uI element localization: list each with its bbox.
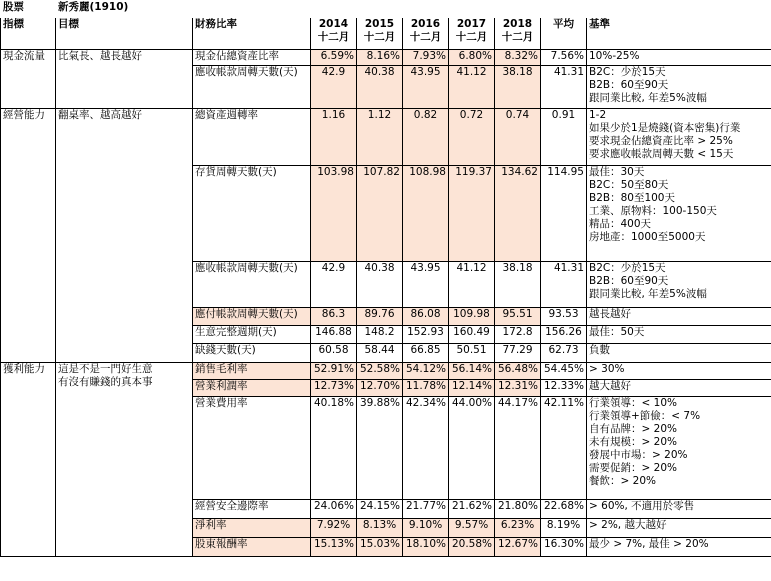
ratio-cell[interactable]: 應收帳款周轉天數(天) <box>193 66 311 109</box>
value-cell[interactable]: 41.12 <box>449 66 495 109</box>
indicator-cell[interactable]: 獲利能力 <box>1 363 56 557</box>
value-cell[interactable]: 40.38 <box>357 262 403 308</box>
value-cell[interactable]: 20.58% <box>449 538 495 557</box>
header-year[interactable]: 2016 十二月 <box>403 18 449 50</box>
avg-cell[interactable]: 0.91 <box>541 109 587 166</box>
header-year[interactable]: 2015 十二月 <box>357 18 403 50</box>
value-cell[interactable]: 56.48% <box>495 363 541 380</box>
value-cell[interactable]: 89.76 <box>357 308 403 326</box>
value-cell[interactable]: 103.98 <box>311 166 357 262</box>
comment-cell[interactable]: B2C：少於15天 B2B：60至90天 跟同業比較, 年差5%波幅 <box>587 262 771 308</box>
stock-name[interactable]: 新秀麗(1910) <box>58 1 129 13</box>
value-cell[interactable]: 9.57% <box>449 519 495 538</box>
value-cell[interactable]: 1.12 <box>357 109 403 166</box>
avg-cell[interactable]: 41.31 <box>541 262 587 308</box>
stock-label[interactable]: 股票 <box>3 1 24 13</box>
value-cell[interactable]: 12.67% <box>495 538 541 557</box>
value-cell[interactable]: 50.51 <box>449 344 495 363</box>
header-goal[interactable]: 目標 <box>56 18 193 50</box>
ratio-cell[interactable]: 銷售毛利率 <box>193 363 311 380</box>
ratio-cell[interactable]: 應收帳款周轉天數(天) <box>193 262 311 308</box>
value-cell[interactable]: 56.14% <box>449 363 495 380</box>
value-cell[interactable]: 152.93 <box>403 326 449 344</box>
value-cell[interactable]: 12.70% <box>357 380 403 397</box>
value-cell[interactable]: 6.23% <box>495 519 541 538</box>
value-cell[interactable]: 9.10% <box>403 519 449 538</box>
value-cell[interactable]: 44.00% <box>449 397 495 500</box>
value-cell[interactable]: 160.49 <box>449 326 495 344</box>
value-cell[interactable]: 52.58% <box>357 363 403 380</box>
table-row <box>1 109 771 166</box>
value-cell[interactable]: 86.3 <box>311 308 357 326</box>
value-cell[interactable]: 40.18% <box>311 397 357 500</box>
value-cell[interactable]: 52.91% <box>311 363 357 380</box>
table-row <box>1 50 771 66</box>
avg-cell[interactable]: 8.19% <box>541 519 587 538</box>
value-cell[interactable]: 12.14% <box>449 380 495 397</box>
value-cell[interactable]: 38.18 <box>495 262 541 308</box>
goal-cell[interactable]: 這是不是一門好生意 有沒有賺錢的真本事 <box>56 363 193 557</box>
goal-cell[interactable]: 翻桌率、越高越好 <box>56 109 193 363</box>
ratio-cell[interactable]: 存貨周轉天數(天) <box>193 166 311 262</box>
value-cell[interactable]: 54.12% <box>403 363 449 380</box>
comment-cell[interactable]: > 30% <box>587 363 771 380</box>
value-cell[interactable]: 43.95 <box>403 66 449 109</box>
ratio-cell[interactable]: 營業費用率 <box>193 397 311 500</box>
value-cell[interactable]: 21.77% <box>403 500 449 519</box>
value-cell[interactable]: 15.03% <box>357 538 403 557</box>
comment-cell[interactable]: 最少 > 7%, 最佳 > 20% <box>587 538 771 557</box>
value-cell[interactable]: 6.59% <box>311 50 357 66</box>
value-cell[interactable]: 0.82 <box>403 109 449 166</box>
value-cell[interactable]: 0.72 <box>449 109 495 166</box>
comment-cell[interactable]: 越長越好 <box>587 308 771 326</box>
header-year[interactable]: 2017 十二月 <box>449 18 495 50</box>
avg-cell[interactable]: 114.95 <box>541 166 587 262</box>
comment-cell[interactable]: 1-2 如果少於1是燒錢(資本密集)行業 要求現金佔總資產比率 > 25% 要求應收帳款周轉天數 < 15天 <box>587 109 771 166</box>
value-cell[interactable]: 66.85 <box>403 344 449 363</box>
value-cell[interactable]: 41.12 <box>449 262 495 308</box>
ratio-cell[interactable]: 股東報酬率 <box>193 538 311 557</box>
goal-cell[interactable]: 比氣長、越長越好 <box>56 50 193 109</box>
value-cell[interactable]: 109.98 <box>449 308 495 326</box>
value-cell[interactable]: 95.51 <box>495 308 541 326</box>
avg-cell[interactable]: 41.31 <box>541 66 587 109</box>
header-indicator[interactable]: 指標 <box>1 18 56 50</box>
value-cell[interactable]: 42.34% <box>403 397 449 500</box>
value-cell[interactable]: 21.62% <box>449 500 495 519</box>
value-cell[interactable]: 11.78% <box>403 380 449 397</box>
ratio-cell[interactable]: 生意完整週期(天) <box>193 326 311 344</box>
avg-cell[interactable]: 7.56% <box>541 50 587 66</box>
ratio-cell[interactable]: 營業利潤率 <box>193 380 311 397</box>
value-cell[interactable]: 8.13% <box>357 519 403 538</box>
comment-cell[interactable]: 負數 <box>587 344 771 363</box>
ratio-cell[interactable]: 總資產週轉率 <box>193 109 311 166</box>
avg-cell[interactable]: 54.45% <box>541 363 587 380</box>
value-cell[interactable]: 24.15% <box>357 500 403 519</box>
ratio-cell[interactable]: 應付帳款周轉天數(天) <box>193 308 311 326</box>
value-cell[interactable]: 8.16% <box>357 50 403 66</box>
comment-cell[interactable]: 10%-25% <box>587 50 771 66</box>
value-cell[interactable]: 44.17% <box>495 397 541 500</box>
value-cell[interactable]: 39.88% <box>357 397 403 500</box>
value-cell[interactable]: 77.29 <box>495 344 541 363</box>
header-year[interactable]: 2018 十二月 <box>495 18 541 50</box>
header-avg[interactable]: 平均 <box>541 18 587 50</box>
value-cell[interactable]: 12.31% <box>495 380 541 397</box>
value-cell[interactable]: 38.18 <box>495 66 541 109</box>
header-basis[interactable]: 基準 <box>587 18 771 50</box>
value-cell[interactable]: 40.38 <box>357 66 403 109</box>
value-cell[interactable]: 42.9 <box>311 66 357 109</box>
avg-cell[interactable]: 156.26 <box>541 326 587 344</box>
ratio-cell[interactable]: 淨利率 <box>193 519 311 538</box>
value-cell[interactable]: 8.32% <box>495 50 541 66</box>
value-cell[interactable]: 119.37 <box>449 166 495 262</box>
comment-cell[interactable]: > 60%, 不適用於零售 <box>587 500 771 519</box>
value-cell[interactable]: 86.08 <box>403 308 449 326</box>
value-cell[interactable]: 43.95 <box>403 262 449 308</box>
value-cell[interactable]: 107.82 <box>357 166 403 262</box>
value-cell[interactable]: 15.13% <box>311 538 357 557</box>
value-cell[interactable]: 148.2 <box>357 326 403 344</box>
comment-cell[interactable]: B2C：少於15天 B2B：60至90天 跟同業比較, 年差5%波幅 <box>587 66 771 109</box>
value-cell[interactable]: 7.93% <box>403 50 449 66</box>
indicator-cell[interactable]: 經營能力 <box>1 109 56 363</box>
value-cell[interactable]: 24.06% <box>311 500 357 519</box>
value-cell[interactable]: 6.80% <box>449 50 495 66</box>
header-ratio[interactable]: 財務比率 <box>193 18 311 50</box>
value-cell[interactable]: 134.62 <box>495 166 541 262</box>
comment-cell[interactable]: 行業領導：< 10% 行業領導+節儉：< 7% 自有品牌：> 20% 未有規模：> 20% 發展中市場：> 20% 需要促銷：> 20% 餐飲：> 20% <box>587 397 771 500</box>
comment-cell[interactable]: 最佳：30天 B2C：50至80天 B2B：80至100天 工業、原物料：100-150天 精品：400天 房地產：1000至5000天 <box>587 166 771 262</box>
comment-cell[interactable]: > 2%, 越大越好 <box>587 519 771 538</box>
avg-cell[interactable]: 16.30% <box>541 538 587 557</box>
avg-cell[interactable]: 12.33% <box>541 380 587 397</box>
value-cell[interactable]: 58.44 <box>357 344 403 363</box>
header-row <box>1 18 771 50</box>
value-cell[interactable]: 18.10% <box>403 538 449 557</box>
avg-cell[interactable]: 93.53 <box>541 308 587 326</box>
avg-cell[interactable]: 62.73 <box>541 344 587 363</box>
table-row <box>1 363 771 380</box>
avg-cell[interactable]: 42.11% <box>541 397 587 500</box>
value-cell[interactable]: 108.98 <box>403 166 449 262</box>
value-cell[interactable]: 0.74 <box>495 109 541 166</box>
comment-cell[interactable]: 最佳：50天 <box>587 326 771 344</box>
ratio-cell[interactable]: 現金佔總資產比率 <box>193 50 311 66</box>
value-cell[interactable]: 1.16 <box>311 109 357 166</box>
avg-cell[interactable]: 22.68% <box>541 500 587 519</box>
ratio-cell[interactable]: 經營安全邊際率 <box>193 500 311 519</box>
value-cell[interactable]: 172.8 <box>495 326 541 344</box>
header-year[interactable]: 2014 十二月 <box>311 18 357 50</box>
value-cell[interactable]: 7.92% <box>311 519 357 538</box>
value-cell[interactable]: 146.88 <box>311 326 357 344</box>
value-cell[interactable]: 60.58 <box>311 344 357 363</box>
ratio-cell[interactable]: 缺錢天數(天) <box>193 344 311 363</box>
value-cell[interactable]: 21.80% <box>495 500 541 519</box>
indicator-cell[interactable]: 現金流量 <box>1 50 56 109</box>
comment-cell[interactable]: 越大越好 <box>587 380 771 397</box>
value-cell[interactable]: 12.73% <box>311 380 357 397</box>
value-cell[interactable]: 42.9 <box>311 262 357 308</box>
stock-row <box>1 1 771 18</box>
